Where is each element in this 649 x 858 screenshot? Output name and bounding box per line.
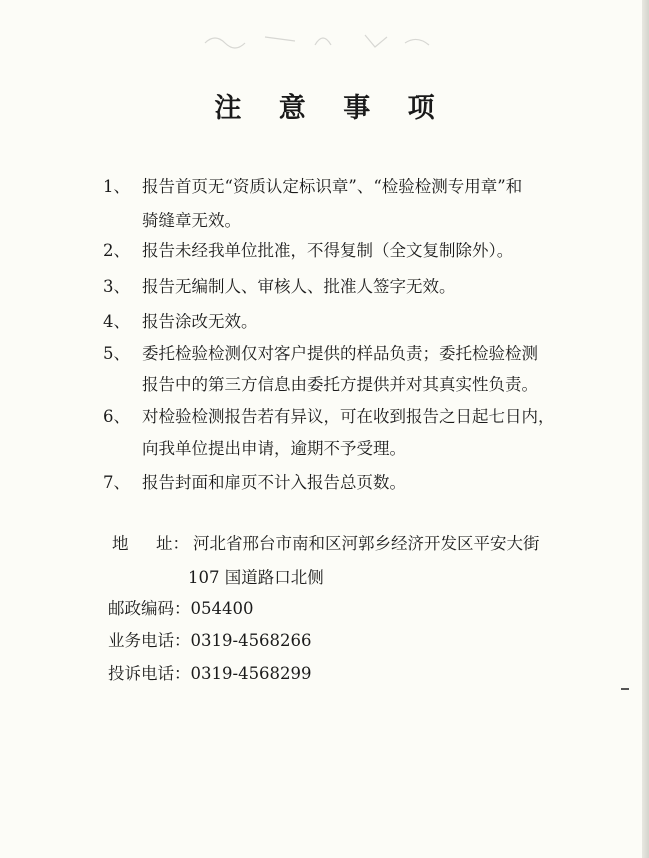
address-label-part2: 址：: [156, 534, 189, 553]
notice-line: 骑缝章无效。: [142, 211, 241, 230]
notice-line: 向我单位提出申请，逾期不予受理。: [142, 439, 406, 458]
business-phone: 业务电话：0319-4568266: [108, 631, 312, 650]
address-label-part1: 地: [112, 534, 129, 553]
notice-line: 报告首页无“资质认定标识章”、“检验检测专用章”和: [142, 177, 523, 196]
notice-line: 委托检验检测仅对客户提供的样品负责；委托检验检测: [142, 344, 538, 363]
notice-number: 3、: [103, 277, 130, 296]
notice-number: 2、: [103, 241, 130, 260]
page-title: 注 意 事 项: [214, 93, 449, 124]
notice-line: 报告中的第三方信息由委托方提供并对其真实性负责。: [142, 375, 538, 394]
notice-number: 1、: [103, 177, 130, 196]
notice-number: 6、: [103, 407, 130, 426]
small-dash-mark: [621, 688, 629, 690]
notice-line: 报告未经我单位批准，不得复制（全文复制除外）。: [142, 241, 514, 260]
complaint-phone: 投诉电话：0319-4568299: [108, 664, 312, 683]
faint-handwriting-mark: [195, 25, 455, 55]
notice-line: 报告封面和扉页不计入报告总页数。: [142, 473, 406, 492]
notice-line: 报告无编制人、审核人、批准人签字无效。: [142, 277, 456, 296]
notice-number: 7、: [103, 473, 130, 492]
postcode: 邮政编码：054400: [108, 599, 254, 618]
address-line-1: 河北省邢台市南和区河郭乡经济开发区平安大街: [193, 534, 540, 553]
address-line-2: 107 国道路口北侧: [188, 568, 324, 587]
notice-number: 4、: [103, 312, 130, 331]
notice-number: 5、: [103, 344, 130, 363]
page-edge-shadow: [642, 0, 649, 858]
notice-line: 报告涂改无效。: [142, 312, 258, 331]
notice-line: 对检验检测报告若有异议，可在收到报告之日起七日内，: [142, 407, 555, 426]
